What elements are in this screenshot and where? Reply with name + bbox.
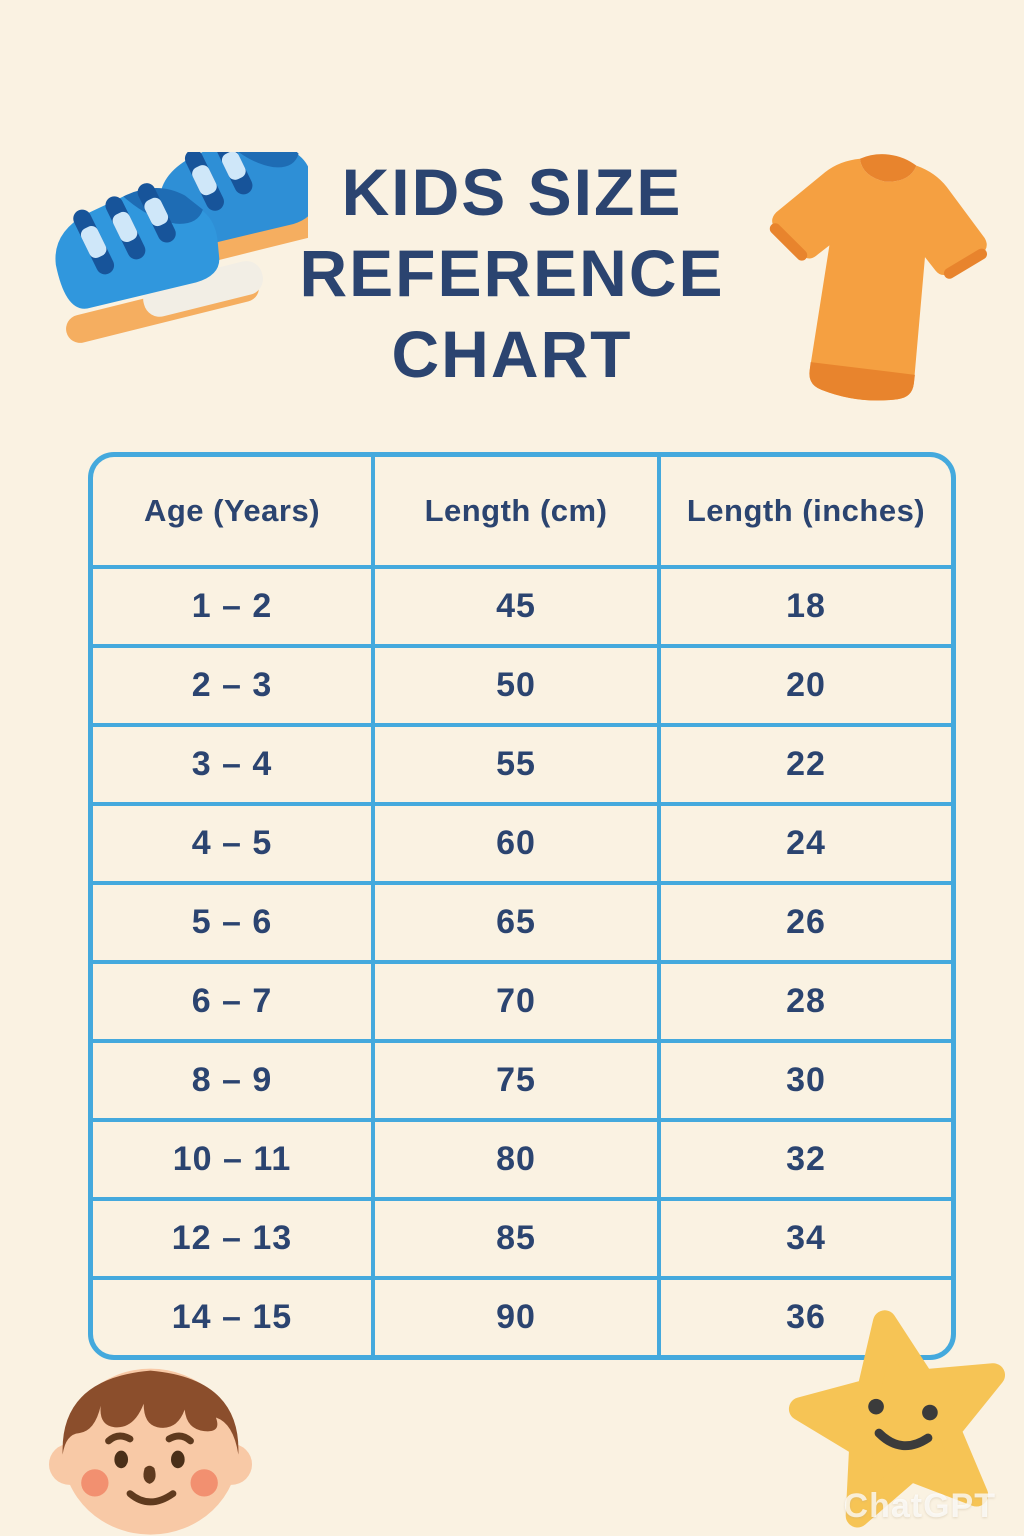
table-cell-length-inches: 28 — [661, 964, 951, 1039]
table-cell-length-cm: 60 — [375, 806, 657, 881]
table-cell-length-cm: 45 — [375, 569, 657, 644]
table-cell-length-cm: 75 — [375, 1043, 657, 1118]
title-line-3: CHART — [391, 317, 633, 392]
watermark: ChatGPT — [843, 1487, 996, 1525]
table-cell-length-inches: 18 — [661, 569, 951, 644]
table-cell-length-cm: 55 — [375, 727, 657, 802]
title-line-2: REFERENCE — [299, 236, 725, 311]
table-cell-length-inches: 24 — [661, 806, 951, 881]
table-cell-length-inches: 20 — [661, 648, 951, 723]
table-cell-age: 12 – 13 — [93, 1201, 371, 1276]
table-cell-age: 6 – 7 — [93, 964, 371, 1039]
table-cell-age: 1 – 2 — [93, 569, 371, 644]
table-cell-length-inches: 34 — [661, 1201, 951, 1276]
title-line-1: KIDS SIZE — [341, 155, 683, 229]
size-table-grid — [93, 457, 951, 1355]
column-header-length-inches: Length (inches) — [661, 457, 951, 565]
table-cell-length-inches: 22 — [661, 727, 951, 802]
sneakers-icon — [36, 152, 308, 400]
table-cell-age: 10 – 11 — [93, 1122, 371, 1197]
table-cell-age: 14 – 15 — [93, 1280, 371, 1355]
table-cell-length-inches: 26 — [661, 885, 951, 960]
table-cell-age: 5 – 6 — [93, 885, 371, 960]
column-header-age: Age (Years) — [93, 457, 371, 565]
size-table — [88, 452, 956, 1360]
table-cell-length-cm: 50 — [375, 648, 657, 723]
table-cell-length-inches: 32 — [661, 1122, 951, 1197]
table-cell-length-cm: 80 — [375, 1122, 657, 1197]
table-cell-age: 3 – 4 — [93, 727, 371, 802]
table-cell-length-inches: 30 — [661, 1043, 951, 1118]
tshirt-icon — [740, 146, 1008, 414]
table-cell-length-cm: 90 — [375, 1280, 657, 1355]
column-header-length-cm: Length (cm) — [375, 457, 657, 565]
table-cell-length-cm: 65 — [375, 885, 657, 960]
table-cell-age: 8 – 9 — [93, 1043, 371, 1118]
table-cell-length-cm: 85 — [375, 1201, 657, 1276]
table-cell-length-cm: 70 — [375, 964, 657, 1039]
table-cell-age: 2 – 3 — [93, 648, 371, 723]
table-cell-length-inches: 36 — [661, 1280, 951, 1355]
boy-face-icon — [48, 1338, 253, 1536]
table-cell-age: 4 – 5 — [93, 806, 371, 881]
